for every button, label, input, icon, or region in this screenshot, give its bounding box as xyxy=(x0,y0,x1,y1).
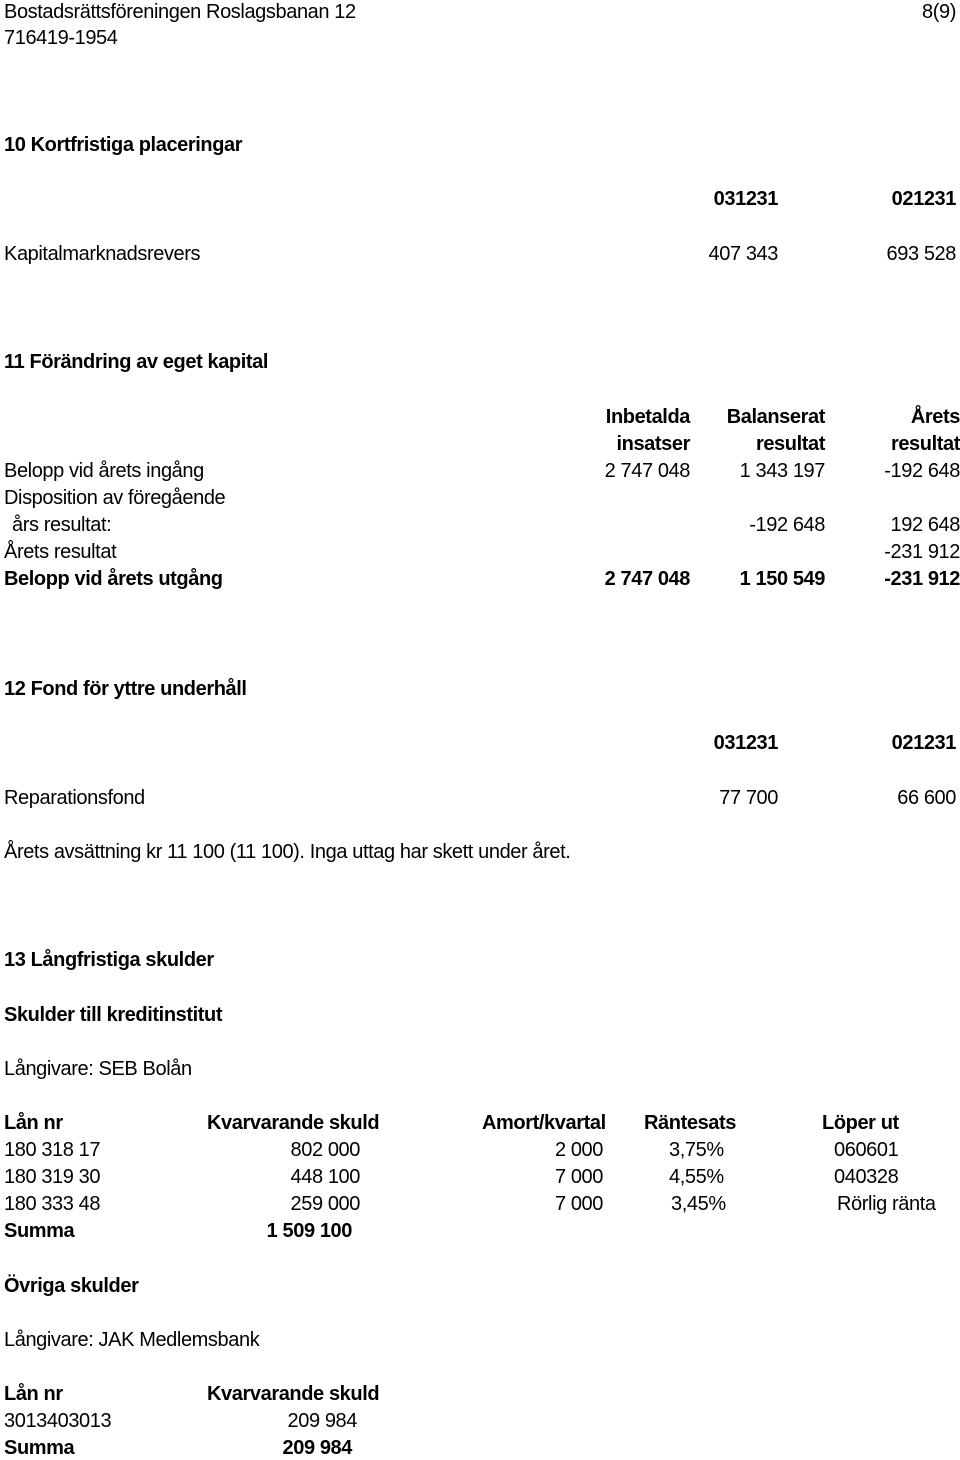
note11-header-inbetalda: Inbetalda xyxy=(606,405,690,429)
note12-row-label: Reparationsfond xyxy=(4,786,145,810)
loan-header-skuld: Kvarvarande skuld xyxy=(207,1111,379,1135)
note11-row5-label: Belopp vid årets utgång xyxy=(4,567,223,591)
note13-lender-seb: Långivare: SEB Bolån xyxy=(4,1057,192,1081)
loan1-ranta: 3,75% xyxy=(669,1138,724,1162)
note11-row1-v1: 2 747 048 xyxy=(605,459,690,483)
org-number: 716419-1954 xyxy=(4,26,118,50)
note11-title: 11 Förändring av eget kapital xyxy=(4,350,268,374)
note11-row1-label: Belopp vid årets ingång xyxy=(4,459,204,483)
note11-header-resultat1: resultat xyxy=(756,432,825,456)
loan3-loper: Rörlig ränta xyxy=(837,1192,936,1216)
note12-row-v1: 77 700 xyxy=(719,786,778,810)
note11-header-resultat2: resultat xyxy=(891,432,960,456)
note11-row3-v3: 192 648 xyxy=(891,513,960,537)
note12-col1-header: 031231 xyxy=(714,731,778,755)
loan3-amort: 7 000 xyxy=(555,1192,603,1216)
loan-sum-label: Summa xyxy=(4,1219,74,1243)
note10-row-label: Kapitalmarknadsrevers xyxy=(4,242,200,266)
note11-row1-v2: 1 343 197 xyxy=(740,459,825,483)
note11-header-balanserat: Balanserat xyxy=(727,405,825,429)
note11-row3-label: års resultat: xyxy=(12,513,111,537)
loan2-loper: 040328 xyxy=(834,1165,898,1189)
loan2-header-skuld: Kvarvarande skuld xyxy=(207,1382,379,1406)
loan2-ranta: 4,55% xyxy=(669,1165,724,1189)
note13-title: 13 Långfristiga skulder xyxy=(4,948,214,972)
loan3-nr: 180 333 48 xyxy=(4,1192,100,1216)
loan-header-nr: Lån nr xyxy=(4,1111,63,1135)
loan1-nr: 180 318 17 xyxy=(4,1138,100,1162)
note11-row2-label: Disposition av föregående xyxy=(4,486,225,510)
note11-row5-v1: 2 747 048 xyxy=(605,567,690,591)
org-name: Bostadsrättsföreningen Roslagsbanan 12 xyxy=(4,0,356,24)
note10-title: 10 Kortfristiga placeringar xyxy=(4,133,242,157)
note11-row4-label: Årets resultat xyxy=(4,540,116,564)
note13-subheading-ovriga: Övriga skulder xyxy=(4,1274,138,1298)
note10-col2-header: 021231 xyxy=(892,187,956,211)
loan1-skuld: 802 000 xyxy=(291,1138,361,1162)
page-number: 8(9) xyxy=(922,0,956,24)
note11-header-arets: Årets xyxy=(911,405,960,429)
note12-text: Årets avsättning kr 11 100 (11 100). Inga uttag har skett under året. xyxy=(4,840,570,864)
note12-col2-header: 021231 xyxy=(892,731,956,755)
loan3-skuld: 259 000 xyxy=(291,1192,361,1216)
loan3-ranta: 3,45% xyxy=(671,1192,726,1216)
note11-row4-v3: -231 912 xyxy=(884,540,960,564)
jak-sum-label: Summa xyxy=(4,1436,74,1460)
loan2-skuld: 448 100 xyxy=(291,1165,361,1189)
loan-header-ranta: Räntesats xyxy=(644,1111,736,1135)
note12-title: 12 Fond för yttre underhåll xyxy=(4,677,247,701)
note13-subheading-kreditinstitut: Skulder till kreditinstitut xyxy=(4,1003,222,1027)
note11-row5-v3: -231 912 xyxy=(884,567,960,591)
loan2-header-nr: Lån nr xyxy=(4,1382,63,1406)
jak-sum-value: 209 984 xyxy=(283,1436,353,1460)
note10-row-v2: 693 528 xyxy=(887,242,957,266)
note11-header-insatser: insatser xyxy=(616,432,690,456)
loan-header-amort: Amort/kvartal xyxy=(482,1111,606,1135)
jak-loan-nr: 3013403013 xyxy=(4,1409,111,1433)
note11-row5-v2: 1 150 549 xyxy=(740,567,825,591)
loan2-amort: 7 000 xyxy=(555,1165,603,1189)
note11-row1-v3: -192 648 xyxy=(884,459,960,483)
note11-row3-v2: -192 648 xyxy=(749,513,825,537)
loan1-amort: 2 000 xyxy=(555,1138,603,1162)
note13-lender-jak: Långivare: JAK Medlemsbank xyxy=(4,1328,259,1352)
loan1-loper: 060601 xyxy=(834,1138,898,1162)
jak-loan-skuld: 209 984 xyxy=(288,1409,358,1433)
note10-col1-header: 031231 xyxy=(714,187,778,211)
note12-row-v2: 66 600 xyxy=(897,786,956,810)
loan2-nr: 180 319 30 xyxy=(4,1165,100,1189)
note10-row-v1: 407 343 xyxy=(709,242,779,266)
loan-header-loper: Löper ut xyxy=(822,1111,899,1135)
loan-sum-value: 1 509 100 xyxy=(267,1219,352,1243)
